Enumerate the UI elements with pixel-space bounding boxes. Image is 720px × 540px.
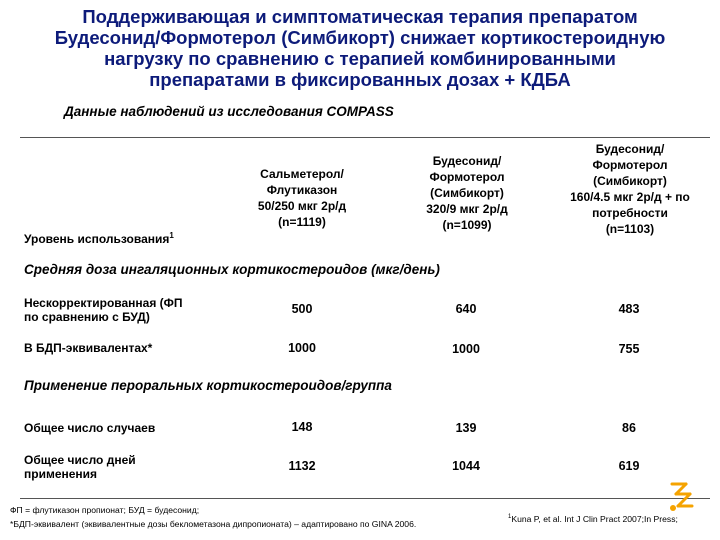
column-header-1: Сальметерол/ Флутиказон 50/250 мкг 2р/д (n=1119)	[257, 167, 347, 229]
column-header-3: Будесонид/ Формотерол (Симбикорт) 160/4.5 мкг 2р/д + по потребности (n=1103)	[570, 142, 690, 236]
table-cell: 1000	[452, 342, 480, 356]
table-cell: 1132	[288, 459, 316, 473]
section-title: Средняя доза ингаляционных кортикостероидов (мкг/день)	[24, 262, 440, 277]
column-header-2: Будесонид/ Формотерол (Симбикорт) 320/9 мкг 2р/д (n=1099)	[426, 154, 508, 232]
table-cell: 148	[291, 420, 313, 434]
table-cell: 755	[618, 342, 640, 356]
table-cell: 483	[618, 302, 640, 316]
row-label: В БДП-эквивалентах*	[24, 341, 153, 355]
footnote-reference: $^1$Kuna P, et al. Int J Clin Pract 2007;In Press;	[508, 514, 678, 524]
title-line: Будесонид/Формотерол (Симбикорт) снижает кортикостероидную	[54, 27, 666, 48]
footnote-bdp: *БДП-эквивалент (эквивалентные дозы беклометазона дипропионата) – адаптировано по GINA 2006.	[10, 519, 417, 529]
table-cell: 1000	[288, 341, 316, 355]
table-cell: 619	[618, 459, 640, 473]
table-cell: 500	[291, 302, 313, 316]
row-label: Общее число случаев	[24, 421, 156, 435]
divider	[20, 137, 710, 138]
title-line: нагрузку по сравнению с терапией комбинированными	[104, 48, 616, 69]
title-line: Поддерживающая и симптоматическая терапия препаратом	[82, 6, 638, 27]
table-cell: 139	[455, 421, 477, 435]
slide-title	[10, 6, 710, 90]
table-cell: 1044	[452, 459, 480, 473]
table-cell: 86	[622, 421, 636, 435]
company-logo-icon	[666, 478, 696, 514]
title-line: препаратами в фиксированных дозах + КДБА	[149, 69, 571, 90]
divider	[20, 498, 710, 499]
row-label: Нескорректированная (ФП по сравнению с БУД)	[24, 296, 183, 324]
footnote-abbreviations: ФП = флутиказон пропионат; БУД = будесонид;	[10, 505, 200, 515]
subtitle: Данные наблюдений из исследования COMPASS	[64, 104, 394, 119]
section-title: Применение пероральных кортикостероидов/группа	[24, 378, 392, 393]
usage-level-label: Уровень использования$^1$	[24, 231, 174, 246]
row-label: Общее число дней применения	[24, 453, 136, 481]
table-cell: 640	[455, 302, 477, 316]
